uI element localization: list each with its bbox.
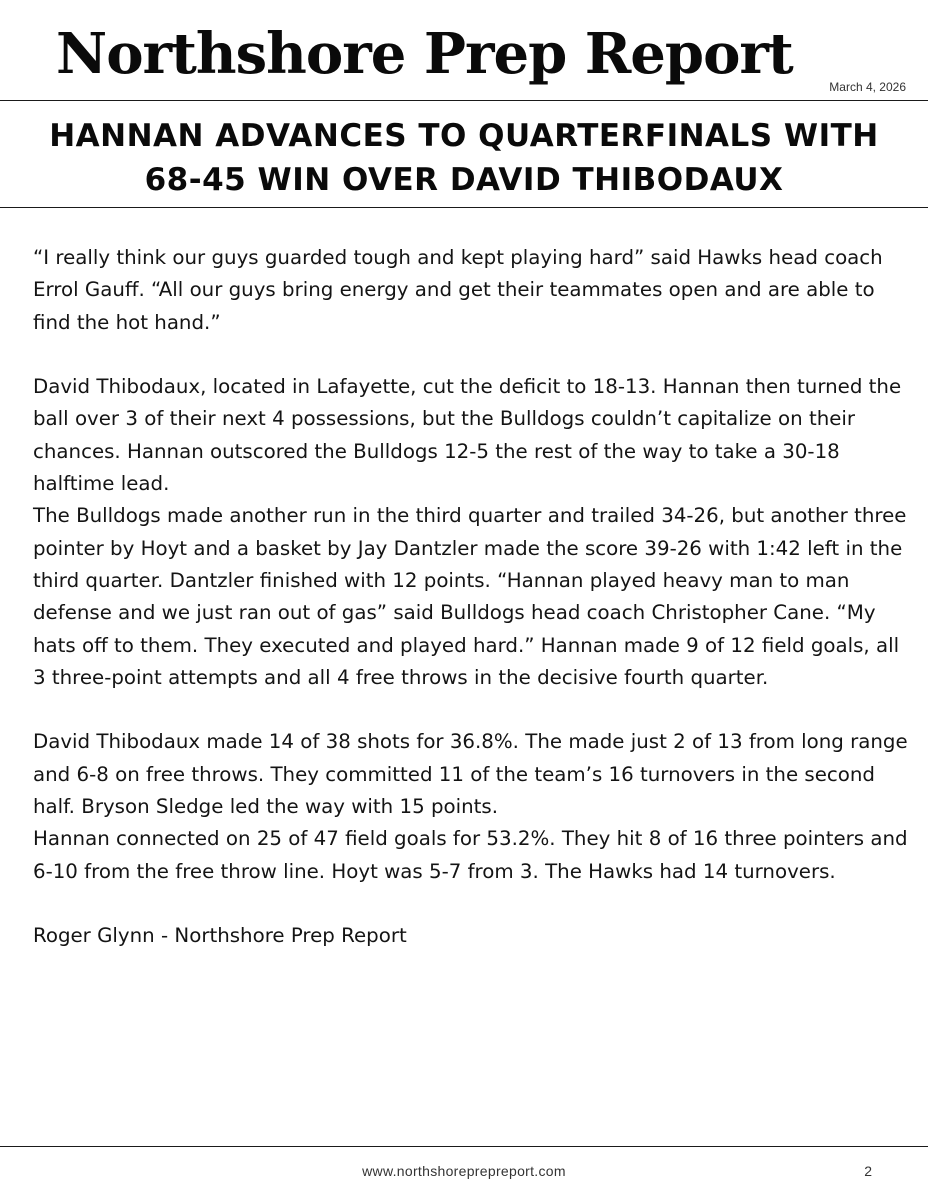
headline-line-1: HANNAN ADVANCES TO QUARTERFINALS WITH [49,118,879,154]
article-paragraph-hannan-stats: Hannan connected on 25 of 47 field goals for 53.2%. They hit 8 of 16 three pointers and 6-10 from the free throw line. Hoyt was 5-7 from 3. The Hawks had 14 turnovers. [33,827,908,883]
article-body [33,242,908,953]
paragraph-spacer [33,694,908,726]
article-paragraph-first-half: David Thibodaux, located in Lafayette, cut the deficit to 18-13. Hannan then turned the ball over 3 of their next 4 possessions, but the Bulldogs couldn’t capitalize on their chances. Hannan outscored the Bulldogs 12-5 the rest of the way to take a 30-18 halftime lead. [33,375,902,496]
issue-date: March 4, 2026 [829,80,906,94]
article-paragraph-thibodaux-stats: David Thibodaux made 14 of 38 shots for 36.8%. The made just 2 of 13 from long range and 6-8 on free throws. They committed 11 of the team’s 16 turnovers in the second half. Bryson Sledge led the way with 15 points. [33,730,908,819]
article-headline [0,114,928,202]
footer-website-link[interactable]: www.northshoreprepreport.com [362,1163,566,1179]
headline-divider [0,207,928,208]
paragraph-spacer [33,888,908,920]
article-byline: Roger Glynn - Northshore Prep Report [33,924,407,948]
paragraph-spacer [33,339,908,371]
publication-title: Northshore Prep Report [56,21,793,87]
header-divider [0,100,928,101]
headline-line-2: 68-45 WIN OVER DAVID THIBODAUX [144,162,784,198]
article-paragraph-third-quarter: The Bulldogs made another run in the third quarter and trailed 34-26, but another three pointer by Hoyt and a basket by Jay Dantzler made the score 39-26 with 1:42 left in the third quarter. Dantzler finished with 12 points. “Hannan played heavy man to man defense and we just ran out of gas” said Bulldogs head coach Christopher Cane. “My hats off to them. They executed and played hard.” Hannan made 9 of 12 field goals, all 3 three-point attempts and all 4 free throws in the decisive fourth quarter. [33,504,907,689]
article-paragraph-quote: “I really think our guys guarded tough and kept playing hard” said Hawks head coach Errol Gauff. “All our guys bring energy and get their teammates open and are able to find the hot hand.” [33,246,883,334]
footer-divider [0,1146,928,1147]
page-number: 2 [864,1163,872,1179]
